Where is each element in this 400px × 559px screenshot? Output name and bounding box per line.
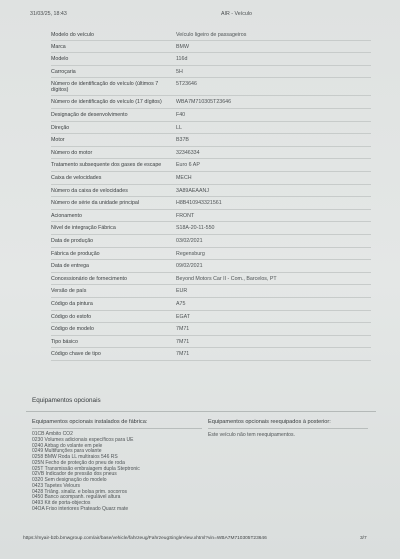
row-value: 03/02/2021 [176, 237, 203, 244]
retrofit-note: Este veículo não tem reequipamentos. [208, 432, 295, 438]
row-label: Concessionário de fornecimento [51, 275, 127, 282]
row-label: Data de entrega [51, 263, 89, 270]
row-value: Euro 6 AP [176, 162, 200, 169]
print-datetime: 31/03/25, 18:43 [30, 11, 67, 17]
row-label: Código do estofo [51, 313, 92, 320]
table-row [51, 29, 371, 41]
table-row [51, 285, 371, 298]
list-item: 0450 Banco acompanh. regulável altura [32, 494, 121, 501]
row-label: Versão de país [51, 288, 87, 295]
page-title: AIR - Veículo [221, 11, 252, 17]
table-row [51, 260, 371, 273]
row-label: Acionamento [51, 212, 82, 219]
row-value: A75 [176, 300, 186, 307]
row-value: WBA7M710305T23646 [176, 99, 232, 106]
row-value: 116d [176, 56, 188, 63]
table-row [51, 248, 371, 261]
row-label: Tratamento subsequente dos gases de escape [51, 162, 162, 169]
list-item: 025N Fecho de proteção do pneu de roda [32, 459, 125, 466]
list-item: 025T Transmissão embraiagem dupla Steptronic [32, 465, 140, 472]
row-value: EUR [176, 288, 188, 295]
row-value: F40 [176, 112, 186, 119]
row-value: 3A89AEAANJ [176, 187, 209, 194]
table-row [51, 336, 371, 349]
table-row [51, 197, 371, 210]
row-label: Código da pintura [51, 300, 93, 307]
table-row [51, 147, 371, 160]
list-item: 0320 Sem designação do modelo [32, 477, 107, 483]
row-value: Veículo ligeiro de passageiros [176, 32, 247, 38]
row-label: Data de produção [51, 237, 94, 244]
row-value: MECH [176, 175, 192, 182]
table-row [51, 109, 371, 122]
row-label: Fábrica de produção [51, 250, 100, 257]
equipment-section [26, 397, 376, 512]
list-item: 0423 Tapetes Velours [32, 482, 81, 489]
row-label: Nível de integração Fábrica [51, 225, 116, 232]
row-label: Código chave de tipo [51, 351, 101, 358]
table-row [51, 323, 371, 336]
table-row [51, 210, 371, 223]
table-row [51, 134, 371, 147]
row-value: 7M71 [176, 351, 190, 358]
table-row [51, 273, 371, 286]
table-row [51, 96, 371, 109]
row-label: Número de identificação do veículo (17 dígitos) [51, 99, 162, 106]
table-row [51, 235, 371, 248]
table-row [51, 122, 371, 135]
row-value: H8B410943321561 [176, 200, 222, 207]
row-value: 32346334 [176, 149, 200, 156]
page-number: 3/7 [360, 536, 367, 541]
list-item: 0258 BMW Roda LL multiraios 546 RS [32, 454, 118, 460]
table-row [51, 298, 371, 311]
factory-equipment-column [32, 419, 202, 513]
row-label: Direção [51, 124, 70, 131]
list-item: 0240 Airbag do volante em pele [32, 442, 103, 449]
table-row [51, 172, 371, 185]
equipment-title: Equipamentos opcionais [26, 397, 376, 412]
row-value: 5H [176, 68, 183, 75]
row-label: Tipo básico [51, 338, 78, 345]
list-item: 0249 Multifunções para volante [32, 448, 102, 455]
row-label: Número de série da unidade principal [51, 200, 140, 207]
retrofit-equipment-header: Equipamentos opcionais reequipados à posterior: [208, 419, 368, 429]
row-value: 09/02/2021 [176, 263, 203, 270]
row-label: Carroçaria [51, 68, 76, 75]
row-value: Beyond Motors Car II - Com., Barcelos, PT [176, 275, 277, 282]
row-value: 7M71 [176, 326, 190, 333]
row-value: B37B [176, 137, 189, 144]
table-row [51, 159, 371, 172]
list-item: 0493 Kit de porta-objectos [32, 500, 91, 506]
row-value: FRONT [176, 212, 195, 219]
table-row [51, 41, 371, 53]
retrofit-equipment-column [208, 419, 368, 438]
table-row [51, 78, 371, 97]
list-item: 01CB Ambito CO2 [32, 431, 73, 437]
table-row [51, 185, 371, 198]
row-label: Número de identificação do veículo (últimos 7 dígitos) [51, 80, 159, 94]
list-item: 0230 Volumes adicionais específicos para UE [32, 436, 134, 443]
row-label: Caixa de velocidades [51, 175, 102, 182]
list-item: 0428 Triâng. sinaliz. e bolsa prim. socorros [32, 488, 128, 495]
row-value: Regensburg [176, 250, 205, 257]
vehicle-data-table [51, 29, 371, 361]
list-item: 02VB Indicador de pressão dos pneus [32, 471, 117, 478]
row-label: Motor [51, 137, 65, 144]
row-label: Número do motor [51, 149, 93, 156]
row-label: Modelo [51, 56, 69, 63]
table-row [51, 66, 371, 78]
footer-url[interactable]: https://myair-b2b.bmwgroup.com/air/base/vehicle/fahrzeug/FahrzeugSingleView.xhtml?vin=WBA7M710305T23646 [23, 536, 267, 541]
table-row [51, 222, 371, 235]
row-value: 7M71 [176, 338, 190, 345]
row-label: Modelo do veículo [51, 32, 94, 38]
row-label: Designação de desenvolvimento [51, 112, 128, 119]
row-value: S18A-20-11-550 [176, 225, 215, 232]
row-label: Marca [51, 44, 66, 51]
row-value: EGAT [176, 313, 191, 320]
row-value: 5T23646 [176, 80, 197, 87]
row-label: Código de modelo [51, 326, 94, 333]
row-label: Número da caixa de velocidades [51, 187, 128, 194]
table-row [51, 348, 371, 361]
table-row [51, 311, 371, 324]
list-item: 04OA Friso interiores Prateado Quarz mate [32, 505, 129, 512]
row-value: LL [176, 124, 182, 131]
factory-equipment-header: Equipamentos opcionais instalados de fábrica: [32, 419, 202, 429]
factory-equipment-list [32, 432, 202, 513]
table-row [51, 53, 371, 65]
row-value: BMW [176, 44, 189, 51]
